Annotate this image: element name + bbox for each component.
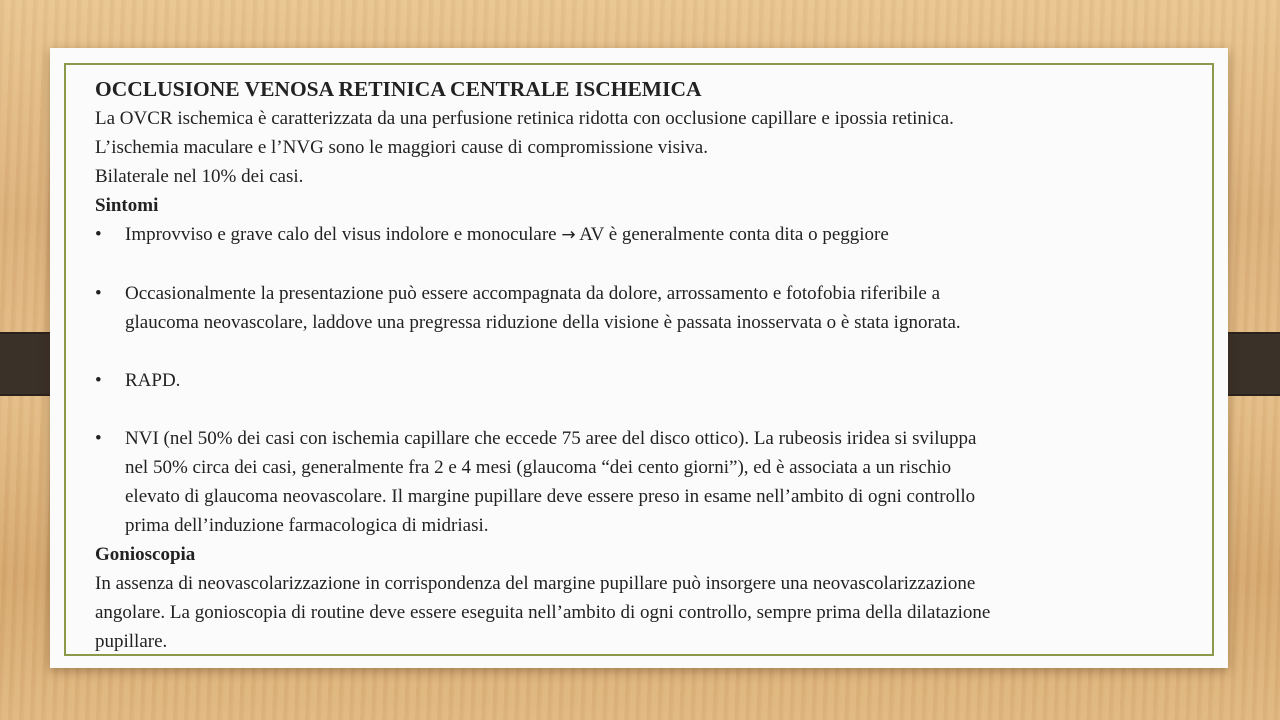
bullet-4-line-1: NVI (nel 50% dei casi con ischemia capillare che eccede 75 aree del disco ottico). La rubeosis iridea si sviluppa (125, 428, 977, 449)
slide-card (50, 48, 1228, 668)
bullet-item-4 (95, 424, 1195, 540)
slide-content (95, 75, 1195, 656)
intro-line-2: L’ischemia maculare e l’NVG sono le maggiori cause di compromissione visiva. (95, 137, 708, 158)
bullet-4-line-4: prima dell’induzione farmacologica di midriasi. (125, 515, 489, 536)
slide-title: OCCLUSIONE VENOSA RETINICA CENTRALE ISCHEMICA (95, 77, 702, 101)
symptoms-heading: Sintomi (95, 195, 159, 216)
bullet-dot-icon: • (95, 224, 102, 245)
gonioscopy-line-1: In assenza di neovascolarizzazione in corrispondenza del margine pupillare può insorgere una neovascolarizzazione (95, 573, 976, 594)
bullet-1-text-after: AV è generalmente conta dita o peggiore (575, 224, 889, 245)
bullet-2-line-2: glaucoma neovascolare, laddove una pregressa riduzione della visione è passata inosservata o è stata ignorata. (125, 312, 961, 333)
bullet-4-line-2: nel 50% circa dei casi, generalmente fra 2 e 4 mesi (glaucoma “dei cento giorni”), ed è associata a un rischio (125, 457, 952, 478)
bullet-item-2 (95, 279, 1195, 337)
bullet-dot-icon: • (95, 428, 102, 449)
bullet-item-1 (95, 220, 1195, 250)
bullet-dot-icon: • (95, 370, 102, 391)
intro-line-3: Bilaterale nel 10% dei casi. (95, 166, 304, 187)
bullet-dot-icon: • (95, 283, 102, 304)
bullet-item-3 (95, 366, 1195, 395)
right-arrow-icon: → (561, 225, 576, 245)
bullet-3-line-1: RAPD. (125, 370, 181, 391)
intro-line-1: La OVCR ischemica è caratterizzata da una perfusione retinica ridotta con occlusione capillare e ipossia retinica. (95, 108, 954, 129)
bullet-2-line-1: Occasionalmente la presentazione può essere accompagnata da dolore, arrossamento e fotofobia riferibile a (125, 283, 941, 304)
bullet-1-text-before: Improvviso e grave calo del visus indolore e monoculare (125, 224, 562, 245)
gonioscopy-line-2: angolare. La gonioscopia di routine deve essere eseguita nell’ambito di ogni controllo, sempre prima della dilatazione (95, 602, 991, 623)
gonioscopy-heading: Gonioscopia (95, 544, 196, 565)
bullet-4-line-3: elevato di glaucoma neovascolare. Il margine pupillare deve essere preso in esame nell’ambito di ogni controllo (125, 486, 976, 507)
gonioscopy-line-3: pupillare. (95, 631, 168, 652)
